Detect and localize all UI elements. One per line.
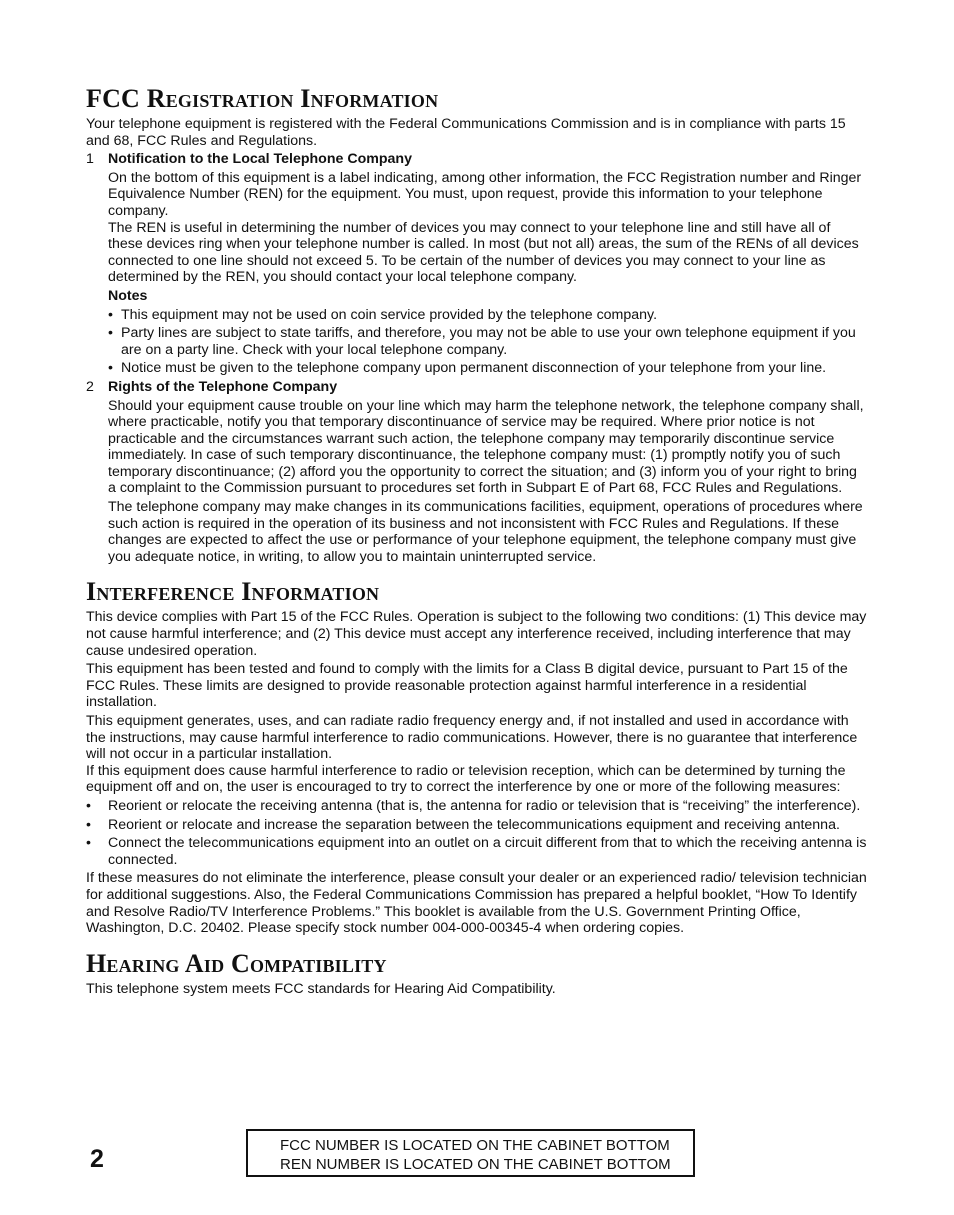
notes-list: [108, 307, 868, 377]
fcc-intro: Your telephone equipment is registered with the Federal Communications Commission and is in compliance with parts 15 and 68, FCC Rules and Regulations.: [86, 116, 846, 149]
interference-section: [86, 577, 868, 936]
item-number: 2: [86, 378, 94, 395]
paragraph: This telephone system meets FCC standards for Hearing Aid Compatibility.: [86, 980, 556, 997]
paragraph: On the bottom of this equipment is a label indicating, among other information, the FCC Registration number and Ringer Equivalence Number (REN) for the equipment. You must, upon request, provide this information to your telephone company.: [108, 169, 862, 219]
item-title: Notification to the Local Telephone Company: [108, 151, 412, 168]
paragraph: Should your equipment cause trouble on your line which may harm the telephone network, the telephone company shall, where practicable, notify you that temporary discontinuance of service may be required. Where prior notice is not practicable and the circumstances warrant such action, the telephone company may temporarily discontinue service immediately. In case of such temporary discontinuance, the telephone company must: (1) promptly notify you of such temporary discontinuance; (2) afford you the opportunity to correct the situation; and (3) inform you of your right to bring a complaint to the Commission pursuant to procedures set forth in Subpart E of Part 68, FCC Rules and Regulations.: [108, 397, 864, 497]
list-item: • Notice must be given to the telephone company upon permanent disconnection of your telephone from your line.: [108, 360, 868, 377]
list-item: • Reorient or relocate the receiving antenna (that is, the antenna for radio or television that is “receiving” the interference).: [86, 798, 868, 815]
fcc-heading: FCC Registration Information: [86, 84, 439, 113]
paragraph: This device complies with Part 15 of the FCC Rules. Operation is subject to the following two conditions: (1) This device may not cause harmful interference; and (2) This device must accept any interference received, including interference that may cause undesired operation.: [86, 609, 867, 659]
box-line-1: FCC NUMBER IS LOCATED ON THE CABINET BOTTOM: [280, 1137, 670, 1154]
hearing-heading: Hearing Aid Compatibility: [86, 948, 387, 978]
paragraph: The telephone company may make changes in its communications facilities, equipment, operations of procedures where such action is required in the operation of its business and not inconsistent with FCC Rules and Regulations. If these changes are expected to affect the use or performance of your telephone equipment, the telephone company must give you adequate notice, in writing, to allow you to maintain uninterrupted service.: [108, 499, 863, 565]
label-location-box: [246, 1129, 695, 1177]
box-line-2: REN NUMBER IS LOCATED ON THE CABINET BOTTOM: [280, 1156, 671, 1173]
hearing-section: [86, 949, 868, 998]
paragraph: The REN is useful in determining the number of devices you may connect to your telephone line and still have all of these devices ring when your telephone number is called. In most (but not all) areas, the sum of the RENs of all devices connected to one line should not exceed 5. To be certain of the number of devices you may connect to your line as determined by the REN, you should contact your local telephone company.: [108, 219, 859, 286]
fcc-item-2: [86, 379, 868, 566]
paragraph: This equipment has been tested and found to comply with the limits for a Class B digital device, pursuant to Part 15 of the FCC Rules. These limits are designed to provide reasonable protection against harmful interference in a residential installation.: [86, 661, 848, 711]
paragraph: This equipment generates, uses, and can radiate radio frequency energy and, if not installed and used in accordance with the instructions, may cause harmful interference to radio communications. However, there is no guarantee that interference will not occur in a particular installation.: [86, 713, 858, 763]
measures-list: [86, 798, 868, 868]
list-item: • Reorient or relocate and increase the separation between the telecommunications equipment and receiving antenna.: [86, 817, 868, 834]
interference-heading: Interference Information: [86, 577, 380, 607]
fcc-section: [86, 84, 868, 565]
item-number: 1: [86, 151, 94, 168]
paragraph: If these measures do not eliminate the interference, please consult your dealer or an experienced radio/ television technician for additional suggestions. Also, the Federal Communications Commission has prepared a helpful booklet, “How To Identify and Resolve Radio/TV Interference Problems.” This booklet is available from the U.S. Government Printing Office, Washington, D.C. 20402. Please specify stock number 004-000-00345-4 when ordering copies.: [86, 870, 867, 937]
page-number: 2: [90, 1145, 104, 1173]
document-page: [86, 84, 868, 1009]
fcc-item-1: [86, 151, 868, 377]
list-item: • This equipment may not be used on coin service provided by the telephone company.: [108, 307, 868, 324]
item-title: Rights of the Telephone Company: [108, 378, 338, 395]
list-item: • Party lines are subject to state tariffs, and therefore, you may not be able to use your own telephone equipment if you are on a party line. Check with your local telephone company.: [108, 325, 868, 358]
list-item: • Connect the telecommunications equipment into an outlet on a circuit different from that to which the receiving antenna is connected.: [86, 835, 868, 868]
paragraph: If this equipment does cause harmful interference to radio or television reception, which can be determined by turning the equipment off and on, the user is encouraged to try to correct the interference by one or more of the following measures:: [86, 762, 846, 796]
notes-title: Notes: [108, 287, 148, 304]
